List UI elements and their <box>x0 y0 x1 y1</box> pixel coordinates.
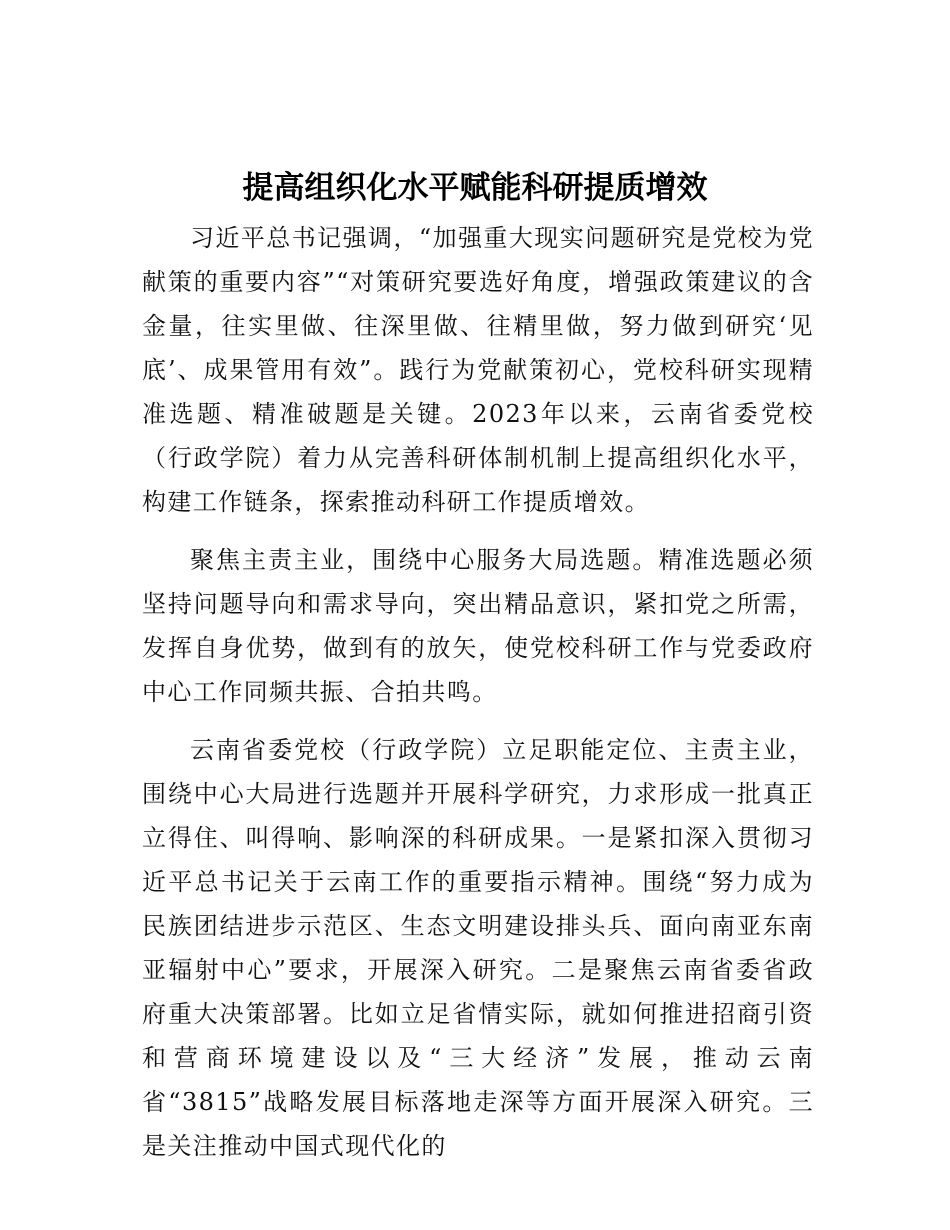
paragraph-intro: 习近平总书记强调，“加强重大现实问题研究是党校为党献策的重要内容”“对策研究要选好角度，增强政策建议的含金量，往实里做、往深里做、往精里做，努力做到研究‘见底’、成果管用有效”。践行为党献策初心，党校科研实现精准选题、精准破题是关键。2023年以来，云南省委党校（行政学院）着力从完善科研体制机制上提高组织化水平，构建工作链条，探索推动科研工作提质增效。 <box>142 224 814 516</box>
document-title: 提高组织化水平赋能科研提质增效 <box>242 170 708 206</box>
document-body <box>142 216 814 1182</box>
paragraph-school-research: 云南省委党校（行政学院）立足职能定位、主责主业，围绕中心大局进行选题并开展科学研究，力求形成一批真正立得住、叫得响、影响深的科研成果。一是紧扣深入贯彻习近平总书记关于云南工作的重要指示精神。围绕“努力成为民族团结进步示范区、生态文明建设排头兵、面向南亚东南亚辐射中心”要求，开展深入研究。二是聚焦云南省委省政府重大决策部署。比如立足省情实际，就如何推进招商引资和营商环境建设以及“三大经济”发展，推动云南省“3815”战略发展目标落地走深等方面开展深入研究。三是关注推动中国式现代化的 <box>142 736 814 1160</box>
paragraph-topic-selection: 聚焦主责主业，围绕中心服务大局选题。精准选题必须坚持问题导向和需求导向，突出精品意识，紧扣党之所需，发挥自身优势，做到有的放矢，使党校科研工作与党委政府中心工作同频共振、合拍共鸣。 <box>142 546 814 706</box>
